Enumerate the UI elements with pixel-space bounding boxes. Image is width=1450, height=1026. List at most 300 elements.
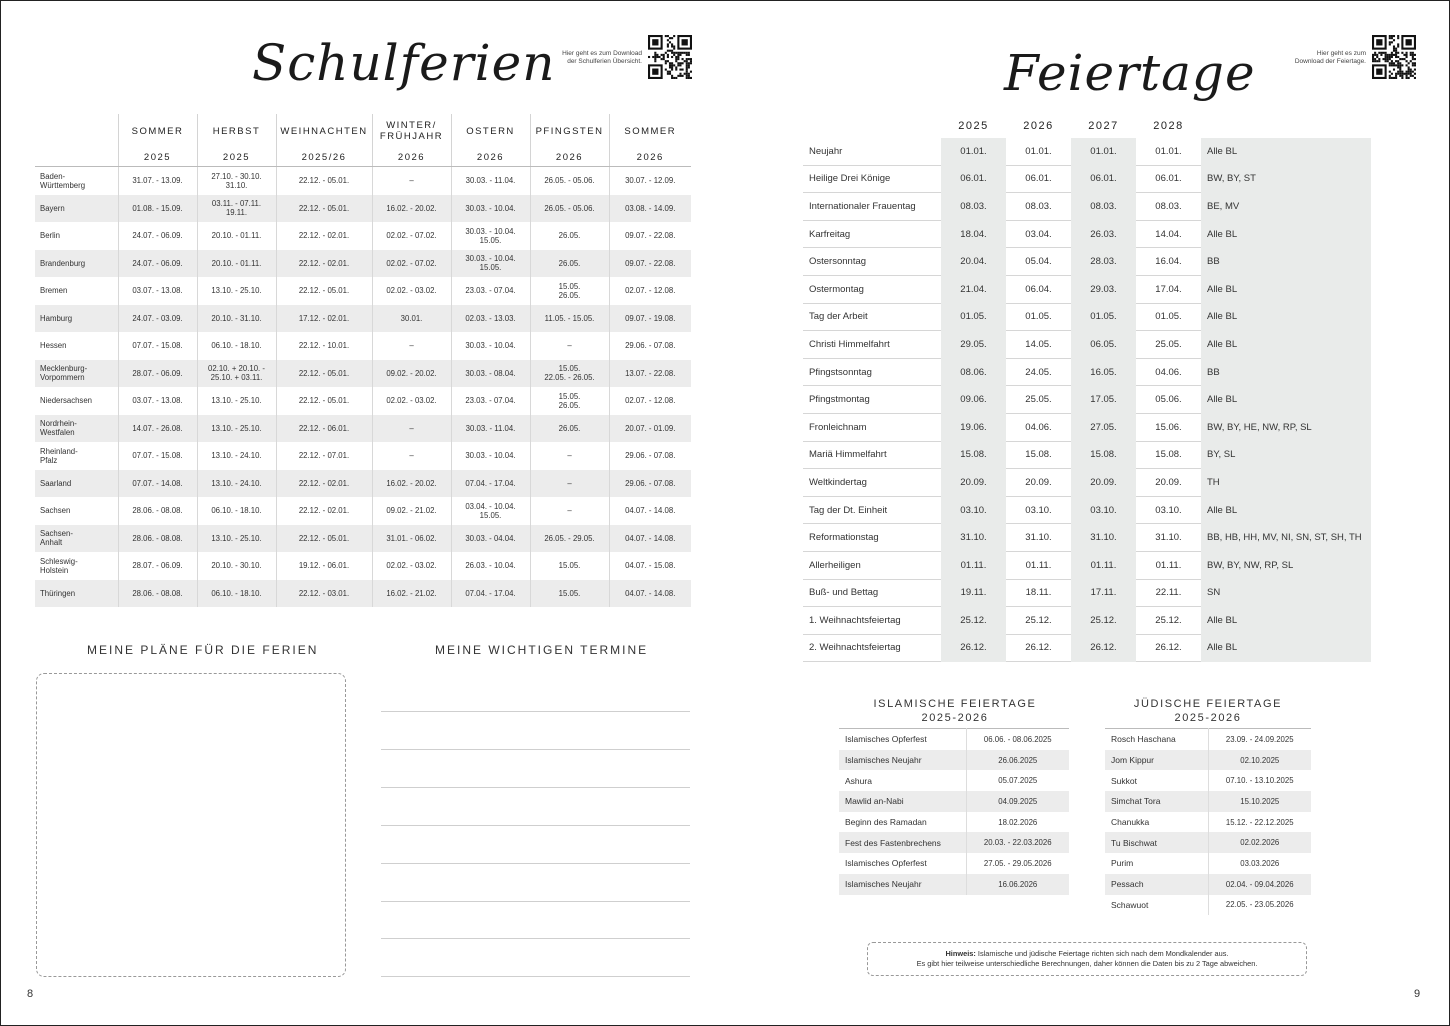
- writing-line[interactable]: [381, 749, 690, 750]
- holiday-dates: 20.10. - 31.10.: [197, 305, 276, 333]
- holiday-date: 31.10.: [1071, 524, 1136, 552]
- holiday-dates: 28.07. - 06.09.: [118, 360, 197, 388]
- holiday-dates: 30.03. - 08.04.: [451, 360, 530, 388]
- holiday-date: 06.01.: [1071, 165, 1136, 193]
- holiday-name: Ostermontag: [803, 275, 941, 303]
- states-list: Alle BL: [1201, 275, 1371, 303]
- holiday-dates: 30.03. - 10.04. 15.05.: [451, 250, 530, 278]
- holiday-date: 06.01.: [1136, 165, 1201, 193]
- holiday-date: 22.05. - 23.05.2026: [1208, 895, 1311, 916]
- holiday-date: 06.01.: [1006, 165, 1071, 193]
- holiday-dates: 22.12. - 05.01.: [276, 360, 372, 388]
- list-item: [1105, 832, 1311, 853]
- state-name: Berlin: [40, 231, 60, 241]
- holiday-date: 07.10. - 13.10.2025: [1208, 770, 1311, 791]
- holiday-dates: 31.01. - 06.02.: [372, 525, 451, 553]
- holiday-name: Heilige Drei Könige: [803, 165, 941, 193]
- holiday-name: Purim: [1111, 858, 1134, 869]
- table-row: [803, 413, 1371, 441]
- list-item: [1105, 729, 1311, 750]
- holiday-name: Tag der Arbeit: [803, 303, 941, 331]
- holiday-name: Christi Himmelfahrt: [803, 331, 941, 359]
- holiday-date: 25.12.: [1136, 607, 1201, 635]
- holiday-name: Chanukka: [1111, 817, 1150, 828]
- holiday-date: 01.11.: [1006, 551, 1071, 579]
- holiday-name: Reformationstag: [803, 524, 941, 552]
- holiday-name: Mariä Himmelfahrt: [803, 441, 941, 469]
- states-list: Alle BL: [1201, 138, 1371, 165]
- holiday-date: 02.04. - 09.04.2026: [1208, 874, 1311, 895]
- holiday-dates: 07.04. - 17.04.: [451, 470, 530, 498]
- holiday-date: 02.02.2026: [1208, 832, 1311, 853]
- holiday-date: 18.02.2026: [966, 812, 1069, 833]
- holiday-date: 03.04.: [1006, 220, 1071, 248]
- states-list: BB, HB, HH, MV, NI, SN, ST, SH, TH: [1201, 524, 1371, 552]
- holiday-dates: 26.05.: [530, 250, 609, 278]
- list-item: [839, 874, 1069, 895]
- holiday-date: 24.05.: [1006, 358, 1071, 386]
- table-row: [803, 303, 1371, 331]
- holiday-dates: 09.07. - 19.08.: [609, 305, 691, 333]
- season-header: OSTERN: [451, 114, 530, 148]
- holiday-date: 08.03.: [941, 193, 1006, 221]
- holiday-date: 15.10.2025: [1208, 791, 1311, 812]
- holiday-dates: 02.07. - 12.08.: [609, 277, 691, 305]
- states-list: TH: [1201, 469, 1371, 497]
- holiday-dates: –: [530, 332, 609, 360]
- states-list: Alle BL: [1201, 634, 1371, 662]
- holiday-dates: 26.05.: [530, 222, 609, 250]
- holiday-date: 25.12.: [941, 607, 1006, 635]
- table-row: [35, 580, 691, 608]
- holiday-name: Pessach: [1105, 874, 1208, 895]
- holiday-dates: 15.05. 26.05.: [530, 277, 609, 305]
- writing-line[interactable]: [381, 938, 690, 939]
- holiday-name: Islamisches Neujahr: [839, 750, 966, 771]
- state-name: Brandenburg: [35, 250, 118, 278]
- feiertage-qr-code-icon[interactable]: [1372, 35, 1416, 79]
- holiday-dates: 03.07. - 13.08.: [118, 387, 197, 415]
- list-item: [839, 791, 1069, 812]
- holiday-date: 03.10.: [941, 496, 1006, 524]
- table-row: [803, 331, 1371, 359]
- holiday-dates: 13.10. - 25.10.: [197, 525, 276, 553]
- holiday-dates: –: [372, 332, 451, 360]
- table-row: [803, 248, 1371, 276]
- holiday-name: 1. Weihnachtsfeiertag: [803, 607, 941, 635]
- holiday-date: 26.03.: [1071, 220, 1136, 248]
- holiday-dates: 29.06. - 07.08.: [609, 470, 691, 498]
- list-item: [1105, 895, 1311, 916]
- state-name: Mecklenburg- Vorpommern: [35, 360, 118, 388]
- holiday-dates: 09.07. - 22.08.: [609, 222, 691, 250]
- holiday-dates: 02.03. - 13.03.: [451, 305, 530, 333]
- holiday-dates: 01.08. - 15.09.: [118, 195, 197, 223]
- holiday-dates: 03.08. - 14.09.: [609, 195, 691, 223]
- holiday-date: 26.06.2025: [966, 750, 1069, 771]
- holiday-dates: 20.10. - 01.11.: [197, 250, 276, 278]
- holiday-dates: 30.03. - 11.04.: [451, 167, 530, 195]
- holiday-dates: 24.07. - 03.09.: [118, 305, 197, 333]
- holiday-dates: 15.05. 26.05.: [530, 387, 609, 415]
- holiday-date: 08.03.: [1136, 193, 1201, 221]
- holiday-dates: 09.02. - 21.02.: [372, 497, 451, 525]
- holiday-dates: 30.03. - 10.04.: [451, 442, 530, 470]
- holiday-dates: 02.02. - 07.02.: [372, 222, 451, 250]
- table-row: [803, 496, 1371, 524]
- table-row: [803, 469, 1371, 497]
- holiday-name: Jom Kippur: [1105, 750, 1208, 771]
- holiday-dates: 22.12. - 02.01.: [276, 497, 372, 525]
- holiday-date: 06.01.: [941, 165, 1006, 193]
- table-row: [803, 579, 1371, 607]
- holiday-dates: 26.05.: [530, 415, 609, 443]
- holiday-name: Islamisches Opferfest: [845, 858, 927, 869]
- feiertage-qr-note: Hier geht es zum Download der Feiertage.: [1294, 50, 1366, 65]
- holiday-dates: 22.12. - 02.01.: [276, 250, 372, 278]
- corner-cell: [803, 114, 941, 138]
- holiday-dates: 04.07. - 15.08.: [609, 552, 691, 580]
- holiday-date: 08.03.: [1071, 193, 1136, 221]
- holiday-dates: –: [530, 470, 609, 498]
- holiday-dates: 28.06. - 08.08.: [118, 497, 197, 525]
- holiday-dates: 30.03. - 10.04. 15.05.: [451, 222, 530, 250]
- states-list: BE, MV: [1201, 193, 1371, 221]
- writing-line[interactable]: [381, 901, 690, 902]
- season-year-header: 2025: [118, 148, 197, 167]
- holiday-date: 01.01.: [1071, 138, 1136, 165]
- holiday-date: 05.04.: [1006, 248, 1071, 276]
- holiday-dates: 04.07. - 14.08.: [609, 580, 691, 608]
- holiday-dates: 20.10. - 30.10.: [197, 552, 276, 580]
- holiday-date: 29.05.: [941, 331, 1006, 359]
- states-list: Alle BL: [1201, 607, 1371, 635]
- season-header: PFINGSTEN: [530, 114, 609, 148]
- holiday-dates: 22.12. - 05.01.: [276, 387, 372, 415]
- holiday-dates: 07.07. - 15.08.: [118, 442, 197, 470]
- table-row: [35, 277, 691, 305]
- list-item: [839, 729, 1069, 750]
- holiday-dates: 29.06. - 07.08.: [609, 332, 691, 360]
- states-header: [1201, 114, 1371, 138]
- holiday-date: 31.10.: [941, 524, 1006, 552]
- list-item: [1105, 812, 1311, 833]
- holiday-dates: 22.12. - 05.01.: [276, 167, 372, 195]
- holiday-dates: 14.07. - 26.08.: [118, 415, 197, 443]
- holiday-date: 01.05.: [941, 303, 1006, 331]
- table-row: [35, 552, 691, 580]
- holiday-name: Tu Bischwat: [1105, 832, 1208, 853]
- table-row: [803, 386, 1371, 414]
- year-header: 2026: [1023, 120, 1054, 132]
- states-list: Alle BL: [1201, 331, 1371, 359]
- season-header: SOMMER: [118, 114, 197, 148]
- holiday-dates: 09.07. - 22.08.: [609, 250, 691, 278]
- holiday-dates: 22.12. - 05.01.: [276, 277, 372, 305]
- plans-notes-box[interactable]: [36, 673, 346, 977]
- holiday-date: 20.09.: [941, 469, 1006, 497]
- table-row: [35, 332, 691, 360]
- islamic-holidays-title: ISLAMISCHE FEIERTAGE 2025-2026: [873, 698, 1037, 724]
- holiday-dates: 28.06. - 08.08.: [118, 580, 197, 608]
- holiday-dates: 20.10. - 01.11.: [197, 222, 276, 250]
- holiday-dates: 02.07. - 12.08.: [609, 387, 691, 415]
- states-list: BW, BY, ST: [1201, 165, 1371, 193]
- holiday-dates: 06.10. - 18.10.: [197, 580, 276, 608]
- holiday-dates: 16.02. - 20.02.: [372, 470, 451, 498]
- holiday-dates: 13.10. - 25.10.: [197, 277, 276, 305]
- schulferien-qr-code-icon[interactable]: [648, 35, 692, 79]
- holiday-dates: –: [372, 167, 451, 195]
- holiday-date: 20.03. - 22.03.2026: [966, 832, 1069, 853]
- list-item: [839, 770, 1069, 791]
- table-row: [35, 167, 691, 195]
- holiday-name: 2. Weihnachtsfeiertag: [803, 634, 941, 662]
- holiday-name: Pfingstsonntag: [803, 358, 941, 386]
- holiday-date: 06.05.: [1071, 331, 1136, 359]
- holiday-dates: 30.03. - 11.04.: [451, 415, 530, 443]
- holiday-dates: 03.04. - 10.04. 15.05.: [451, 497, 530, 525]
- table-row: [35, 222, 691, 250]
- states-list: Alle BL: [1201, 303, 1371, 331]
- holiday-name: Tag der Dt. Einheit: [803, 496, 941, 524]
- list-item: [839, 832, 1069, 853]
- holiday-dates: 13.10. - 25.10.: [197, 415, 276, 443]
- states-list: Alle BL: [1201, 496, 1371, 524]
- holiday-date: 25.05.: [1136, 331, 1201, 359]
- feiertage-table: [803, 114, 1371, 662]
- holiday-date: 15.08.: [1006, 441, 1071, 469]
- holiday-dates: 22.12. - 06.01.: [276, 415, 372, 443]
- holiday-name: Mawlid an-Nabi: [839, 791, 966, 812]
- holiday-name: Islamisches Opferfest: [845, 734, 927, 745]
- table-row: [803, 165, 1371, 193]
- writing-line[interactable]: [381, 825, 690, 826]
- table-row: [803, 524, 1371, 552]
- states-list: BB: [1201, 248, 1371, 276]
- list-item: [839, 853, 1069, 874]
- holiday-date: 14.05.: [1006, 331, 1071, 359]
- state-name: Bremen: [40, 286, 68, 296]
- holiday-dates: 23.03. - 07.04.: [451, 277, 530, 305]
- holiday-name: Buß- und Bettag: [803, 579, 941, 607]
- state-name: Nordrhein- Westfalen: [35, 415, 118, 443]
- holiday-date: 14.04.: [1136, 220, 1201, 248]
- holiday-date: 16.06.2026: [966, 874, 1069, 895]
- holiday-date: 06.06. - 08.06.2025: [966, 729, 1069, 750]
- holiday-date: 31.10.: [1006, 524, 1071, 552]
- list-item: [1105, 750, 1311, 771]
- table-row: [803, 634, 1371, 662]
- holiday-date: 17.04.: [1136, 275, 1201, 303]
- holiday-dates: 02.10. + 20.10. - 25.10. + 03.11.: [197, 360, 276, 388]
- holiday-date: 17.11.: [1071, 579, 1136, 607]
- holiday-dates: 16.02. - 20.02.: [372, 195, 451, 223]
- holiday-date: 01.11.: [941, 551, 1006, 579]
- holiday-date: 26.12.: [1136, 634, 1201, 662]
- holiday-date: 04.09.2025: [966, 791, 1069, 812]
- holiday-name: Beginn des Ramadan: [845, 817, 927, 828]
- holiday-dates: –: [530, 497, 609, 525]
- writing-line[interactable]: [381, 787, 690, 788]
- holiday-date: 27.05.: [1071, 413, 1136, 441]
- schulferien-qr-note: Hier geht es zum Download der Schulferien Übersicht.: [562, 50, 642, 65]
- holiday-date: 09.06.: [941, 386, 1006, 414]
- holiday-date: 29.03.: [1071, 275, 1136, 303]
- states-list: BW, BY, HE, NW, RP, SL: [1201, 413, 1371, 441]
- holiday-dates: 30.03. - 10.04.: [451, 332, 530, 360]
- holiday-date: 28.03.: [1071, 248, 1136, 276]
- holiday-dates: 23.03. - 07.04.: [451, 387, 530, 415]
- holiday-date: 26.12.: [1006, 634, 1071, 662]
- season-year-header: 2026: [609, 148, 691, 167]
- holiday-dates: 04.07. - 14.08.: [609, 525, 691, 553]
- holiday-dates: 13.10. - 25.10.: [197, 387, 276, 415]
- season-year-header: 2026: [451, 148, 530, 167]
- season-header: WEIHNACHTEN: [276, 114, 372, 148]
- table-row: [35, 387, 691, 415]
- schulferien-table: [35, 114, 691, 607]
- holiday-name: Karfreitag: [803, 220, 941, 248]
- writing-line[interactable]: [381, 976, 690, 977]
- holiday-date: 22.11.: [1136, 579, 1201, 607]
- table-row: [35, 305, 691, 333]
- holiday-dates: 02.02. - 03.02.: [372, 552, 451, 580]
- state-name: Niedersachsen: [40, 396, 93, 406]
- holiday-name: Ostersonntag: [803, 248, 941, 276]
- page-number-left: 8: [27, 988, 34, 1000]
- writing-line[interactable]: [381, 711, 690, 712]
- holiday-dates: 09.02. - 20.02.: [372, 360, 451, 388]
- holiday-name: Fest des Fastenbrechens: [839, 832, 966, 853]
- season-year-header: 2026: [530, 148, 609, 167]
- list-item: [1105, 874, 1311, 895]
- holiday-date: 01.11.: [1136, 551, 1201, 579]
- state-name: Bayern: [35, 195, 118, 223]
- holiday-dates: 13.10. - 24.10.: [197, 470, 276, 498]
- corner-cell: [35, 148, 118, 167]
- holiday-date: 03.10.: [1071, 496, 1136, 524]
- holiday-dates: 22.12. - 10.01.: [276, 332, 372, 360]
- holiday-date: 17.05.: [1071, 386, 1136, 414]
- holiday-date: 01.05.: [1071, 303, 1136, 331]
- holiday-date: 15.12. - 22.12.2025: [1208, 812, 1311, 833]
- holiday-dates: 27.10. - 30.10. 31.10.: [197, 167, 276, 195]
- holiday-date: 08.03.: [1006, 193, 1071, 221]
- writing-line[interactable]: [381, 863, 690, 864]
- holiday-dates: 29.06. - 07.08.: [609, 442, 691, 470]
- states-list: Alle BL: [1201, 386, 1371, 414]
- holiday-date: 31.10.: [1136, 524, 1201, 552]
- schulferien-title: Schulferien: [252, 34, 556, 92]
- list-item: [839, 812, 1069, 833]
- holiday-dates: 30.03. - 04.04.: [451, 525, 530, 553]
- holiday-date: 21.04.: [941, 275, 1006, 303]
- holiday-date: 01.01.: [1136, 138, 1201, 165]
- season-header: HERBST: [197, 114, 276, 148]
- holiday-dates: 13.10. - 24.10.: [197, 442, 276, 470]
- holiday-date: 20.09.: [1006, 469, 1071, 497]
- page-number-right: 9: [1414, 988, 1421, 1000]
- holiday-name: Internationaler Frauentag: [803, 193, 941, 221]
- holiday-dates: 26.05. - 05.06.: [530, 167, 609, 195]
- table-row: [803, 138, 1371, 165]
- holiday-dates: 07.07. - 14.08.: [118, 470, 197, 498]
- table-row: [35, 415, 691, 443]
- holiday-date: 19.11.: [941, 579, 1006, 607]
- holiday-date: 01.01.: [941, 138, 1006, 165]
- holiday-date: 26.12.: [941, 634, 1006, 662]
- holiday-dates: 22.12. - 05.01.: [276, 525, 372, 553]
- holiday-date: 06.04.: [1006, 275, 1071, 303]
- list-item: [1105, 770, 1311, 791]
- holiday-dates: 06.10. - 18.10.: [197, 332, 276, 360]
- holiday-name: Islamisches Neujahr: [839, 874, 966, 895]
- holiday-dates: 20.07. - 01.09.: [609, 415, 691, 443]
- holiday-date: 15.08.: [1136, 441, 1201, 469]
- holiday-dates: 02.02. - 03.02.: [372, 277, 451, 305]
- state-name: Thüringen: [35, 580, 118, 608]
- table-row: [803, 441, 1371, 469]
- holiday-date: 20.09.: [1136, 469, 1201, 497]
- holiday-dates: 04.07. - 14.08.: [609, 497, 691, 525]
- year-header: 2028: [1153, 120, 1184, 132]
- state-name: Schleswig- Holstein: [40, 556, 78, 575]
- holiday-date: 03.10.: [1136, 496, 1201, 524]
- holiday-name: Schawuot: [1111, 899, 1149, 910]
- holiday-date: 03.03.2026: [1208, 853, 1311, 874]
- state-name: Baden- Württemberg: [40, 171, 86, 190]
- season-year-header: 2025: [197, 148, 276, 167]
- holiday-date: 27.05. - 29.05.2026: [966, 853, 1069, 874]
- islamic-holidays-table: [839, 728, 1069, 895]
- holiday-dates: 15.05. 22.05. - 26.05.: [530, 360, 609, 388]
- holiday-dates: 02.02. - 03.02.: [372, 387, 451, 415]
- holiday-dates: 31.07. - 13.09.: [118, 167, 197, 195]
- holiday-date: 15.06.: [1136, 413, 1201, 441]
- holiday-dates: 16.02. - 21.02.: [372, 580, 451, 608]
- holiday-date: 08.06.: [941, 358, 1006, 386]
- holiday-dates: 26.05. - 29.05.: [530, 525, 609, 553]
- holiday-dates: 03.07. - 13.08.: [118, 277, 197, 305]
- feiertage-title: Feiertage: [1004, 44, 1256, 102]
- holiday-name: Rosch Haschana: [1111, 734, 1176, 745]
- holiday-date: 05.06.: [1136, 386, 1201, 414]
- states-list: SN: [1201, 579, 1371, 607]
- holiday-date: 18.04.: [941, 220, 1006, 248]
- holiday-date: 05.07.2025: [966, 770, 1069, 791]
- season-year-header: 2025/26: [276, 148, 372, 167]
- table-row: [803, 358, 1371, 386]
- table-row: [35, 525, 691, 553]
- holiday-date: 20.04.: [941, 248, 1006, 276]
- holiday-name: Neujahr: [803, 138, 941, 165]
- holiday-dates: 28.07. - 06.09.: [118, 552, 197, 580]
- table-row: [803, 551, 1371, 579]
- holiday-dates: 19.12. - 06.01.: [276, 552, 372, 580]
- holiday-date: 16.04.: [1136, 248, 1201, 276]
- holiday-dates: 07.04. - 17.04.: [451, 580, 530, 608]
- holiday-name: Sukkot: [1111, 775, 1137, 786]
- holiday-date: 15.08.: [1071, 441, 1136, 469]
- holiday-dates: 30.01.: [372, 305, 451, 333]
- holiday-name: Pfingstmontag: [803, 386, 941, 414]
- holiday-dates: 06.10. - 18.10.: [197, 497, 276, 525]
- state-name: Hessen: [40, 341, 67, 351]
- plans-label: MEINE PLÄNE FÜR DIE FERIEN: [87, 643, 319, 657]
- state-name: Hamburg: [35, 305, 118, 333]
- holiday-name: Fronleichnam: [803, 413, 941, 441]
